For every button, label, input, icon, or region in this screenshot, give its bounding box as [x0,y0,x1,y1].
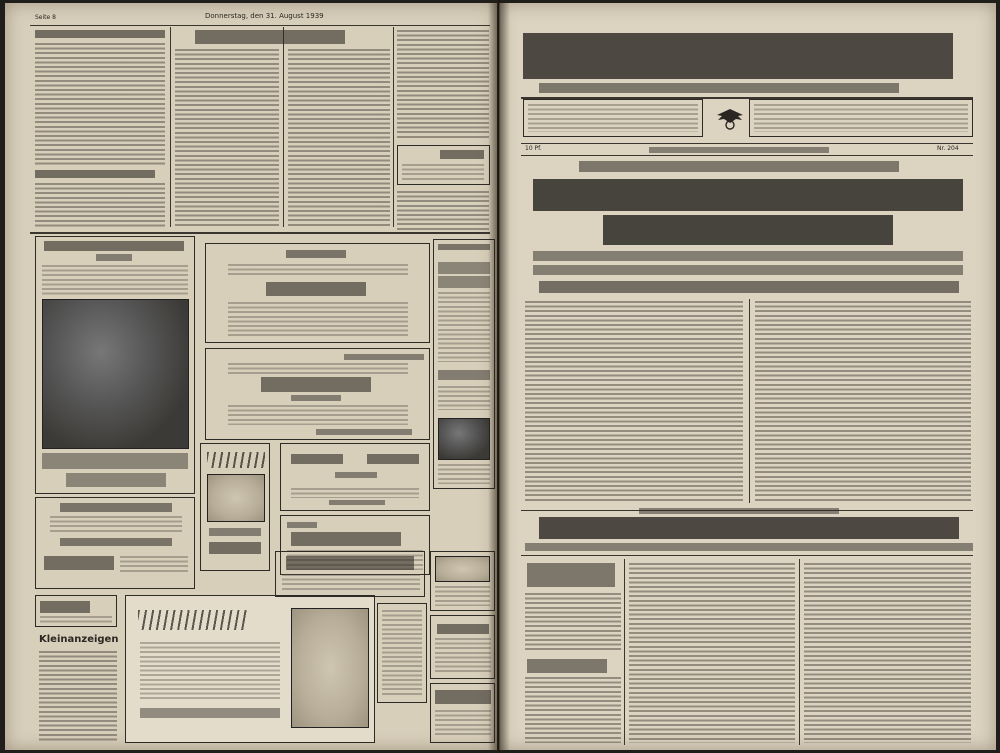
potato-beetle-ad [35,236,195,494]
book-gutter [488,0,510,753]
classified-lines [39,651,117,743]
ad-illustration [42,299,189,449]
article-body-lines [629,563,795,743]
ad-headline-placeholder [435,690,491,704]
article-headline-placeholder [527,659,607,673]
classified-heading: Kleinanzeigen [39,634,119,645]
right-page [499,3,996,750]
ad-slogan-placeholder [42,453,188,469]
cinema-text-lines [438,386,490,410]
ad-headline-placeholder [286,556,414,570]
ad-text-lines [402,164,484,180]
ad-headline-placeholder [207,452,265,468]
sales-notice [377,603,427,703]
article-body-lines [525,593,621,653]
small-box-ad [397,145,490,185]
laundry-detergent-ad [125,595,375,743]
death-notice-1 [205,243,430,343]
ad-slogan-placeholder [138,610,248,630]
ad-headline-placeholder [40,601,90,613]
headline-kicker-placeholder [579,161,899,172]
ad-text-lines [50,516,182,534]
notice-text-lines [228,264,408,278]
notice-name-placeholder [261,377,371,392]
masthead-title-placeholder [523,33,953,79]
issue-price: 10 Pf. [525,145,542,152]
ad-brand-placeholder [44,556,114,570]
second-deck-placeholder [525,543,973,551]
second-kicker-placeholder [639,508,839,514]
notice-date-placeholder [344,354,424,360]
subscription-info-lines [754,104,968,132]
article-headline-placeholder [35,30,165,38]
article-body-lines [35,183,165,229]
ad-text-placeholder [209,528,261,536]
ad-text-lines [435,586,490,606]
left-page-number: Seite 8 [35,14,56,21]
ad-text-lines [435,638,491,674]
ad-illustration [291,608,369,728]
cinema-ad [433,239,495,489]
main-headline-placeholder [533,179,963,211]
article-headline-placeholder [527,563,615,587]
ad-text-lines [120,556,188,574]
film-poster [438,418,490,460]
notice-text-lines [228,363,408,375]
housekeeper-ad [430,615,495,679]
ad-headline-placeholder [440,150,484,159]
sale-ad [430,551,495,611]
ad-headline-placeholder [44,241,184,251]
left-page-dateline: Donnerstag, den 31. August 1939 [205,12,324,20]
cinema-name-placeholder [438,244,490,250]
notice-text-lines [228,405,408,425]
notice-date-placeholder [329,500,385,505]
notice-text-lines [382,610,422,696]
publisher-info-lines [528,104,698,132]
cinema-text-lines [438,464,490,484]
left-page [5,3,497,750]
article-headline-placeholder [35,170,155,178]
notice-text-placeholder [335,472,377,478]
subscription-info-box [749,99,973,137]
ad-text-lines [435,710,491,736]
ad-text-lines [140,642,280,702]
ad-text-lines [42,265,188,297]
ad-illustration [435,556,490,582]
engagement-notice [280,443,430,511]
ad-subtitle-placeholder [96,254,132,261]
ad-text-lines [282,574,420,592]
masthead-subtitle-placeholder [539,83,899,93]
second-headline-placeholder [539,517,959,539]
rooster-illustration [207,474,265,522]
ad-headline-placeholder [60,503,172,512]
publisher-info-box [523,99,703,137]
article-body-lines [804,563,971,743]
ad-text-placeholder [287,522,317,528]
lead-article-body [755,301,971,503]
notice-lines [397,191,489,231]
lead-article-body [525,301,743,503]
ad-brand-placeholder [209,542,261,554]
article-body-lines [288,49,390,227]
ad-headline-placeholder [291,532,401,546]
notice-text-placeholder [291,395,341,401]
seamstress-ad [275,551,425,597]
main-deck-placeholder [533,265,963,275]
ad-headline-placeholder [437,624,489,634]
main-deck-placeholder [533,251,963,261]
notice-name-placeholder [367,454,419,464]
dateline-placeholder [649,147,829,153]
death-notice-2 [205,348,430,440]
ad-slogan-placeholder [66,473,166,487]
main-demand-placeholder [539,281,959,293]
film-title-placeholder [438,262,490,274]
ad-text-lines [40,616,112,624]
quince-ad [430,683,495,743]
ad-slogan-placeholder [140,708,280,718]
emblem-icon [715,103,745,131]
business-ad [35,497,195,589]
room-wanted-ad [35,595,117,627]
article-body-lines [175,49,279,227]
notice-name-placeholder [266,282,366,296]
cinema-text-lines [438,292,490,362]
notice-name-placeholder [291,454,343,464]
fashion-shop-ad [200,443,270,571]
notice-headline-placeholder [286,250,346,258]
issue-number: Nr. 204 [937,145,959,152]
notice-text-lines [291,488,419,498]
article-body-lines [35,43,165,165]
notice-signature-placeholder [316,429,412,435]
film-title-placeholder [438,370,490,380]
notice-text-lines [228,302,408,336]
article-headline-placeholder [195,30,345,44]
main-headline-placeholder [603,215,893,245]
ad-headline-placeholder [60,538,172,546]
film-title-placeholder [438,276,490,288]
article-body-lines [397,30,489,140]
article-body-lines [525,677,621,743]
